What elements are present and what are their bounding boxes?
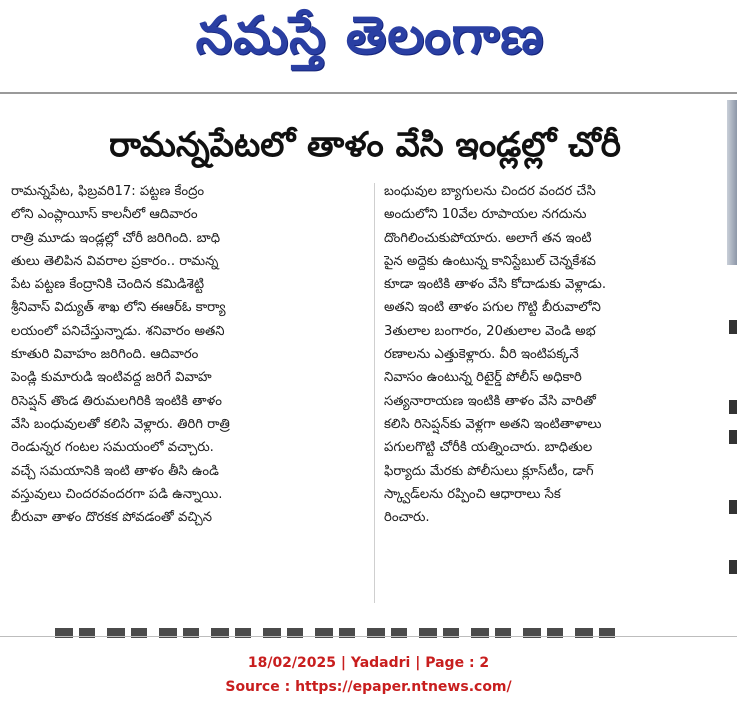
article-line: రామన్నపేట, ఫిబ్రవరి17: పట్టణ కేంద్రం — [11, 184, 205, 199]
article-line: వచ్చే సమయానికి ఇంటి తాళం తీసి ఉండి — [11, 463, 219, 479]
adjacent-text-edge — [729, 430, 737, 444]
adjacent-photo-edge — [727, 100, 737, 265]
adjacent-text-edge — [729, 320, 737, 334]
article-line: పేట పట్టణ కేంద్రానికి చెందిన కమిడిశెట్టి — [11, 277, 205, 293]
edition-info: 18/02/2025 | Yadadri | Page : 2 — [247, 655, 490, 671]
article-line: వస్తువులు చిందరవందరగా పడి ఉన్నాయి. — [11, 486, 223, 502]
article-headline: రామన్నపేటలో తాళం వేసి ఇండ్లల్లో చోరీ — [109, 125, 621, 165]
article-line: రెండున్నర గంటల సమయంలో వచ్చారు. — [11, 440, 214, 456]
masthead-divider — [0, 92, 737, 94]
article-line: లయంలో పనిచేస్తున్నాడు. శనివారం అతని — [11, 323, 225, 339]
article-line: పైన అద్దెకు ఉంటున్న కానిస్టేబుల్ చెన్నకేశవ — [384, 253, 596, 269]
column-divider — [374, 183, 375, 603]
article-line: దొంగిలించుకుపోయారు. అలాగే తన ఇంటి — [384, 230, 592, 246]
article-line: రణాలను ఎత్తుకెళ్లారు. వీరి ఇంటిపక్కనే — [384, 347, 579, 363]
article-column-left — [11, 180, 351, 529]
newspaper-logo: నమస్తే తెలంగాణ — [195, 5, 545, 66]
article-line: రించారు. — [384, 510, 430, 526]
article-line: బంధువుల బ్యాగులను చిందర వందర చేసి — [384, 184, 596, 199]
article-line: రాత్రి మూడు ఇండ్లల్లో చోరీ జరిగింది. బాధి — [11, 230, 221, 246]
article-line: కూడా ఇంటికి తాళం వేసి కోదాడుకు వెళ్లాడు. — [384, 277, 607, 293]
article-line: కలిసి రిసెప్షన్‌కు వెళ్లగా అతని ఇంటితాళాలు — [384, 416, 602, 432]
article-line: ఫిర్యాదు మేరకు పోలీసులు క్లూస్‌టీం, డాగ్ — [384, 463, 594, 479]
article-line: శ్రీనివాస్ విద్యుత్ శాఖ లోని ఈఆర్‌ఓ కార్యా — [11, 300, 226, 316]
article-column-right — [384, 180, 724, 529]
article-line: స్క్వాడ్‌లను రప్పించి ఆధారాలు సేక — [384, 486, 561, 502]
masthead — [0, 0, 737, 92]
article-line: అందులోని 10వేల రూపాయల నగదును — [384, 207, 587, 223]
article-line: లోని ఎంప్లాయీస్ కాలనీలో ఆదివారం — [11, 207, 198, 223]
adjacent-text-edge — [729, 500, 737, 514]
article-line: బీరువా తాళం దొరకక పోవడంతో వచ్చిన — [11, 510, 212, 526]
article-line: రిసెప్షన్ తొండ తిరుమలగిరికి ఇంటికి తాళం — [11, 393, 222, 409]
article-line: పెండ్లి కుమారుడి ఇంటివద్ద జరిగే వివాహ — [11, 370, 212, 386]
article-line: కూతురి వివాహం జరిగింది. ఆదివారం — [11, 347, 199, 363]
article-line: నివాసం ఉంటున్న రిటైర్డ్ పోలీస్ అధికారి — [384, 370, 582, 386]
adjacent-text-edge — [729, 400, 737, 414]
article-line: సత్యనారాయణ ఇంటికి తాళం వేసి వారితో — [384, 393, 596, 409]
adjacent-text-edge — [729, 560, 737, 574]
clipping-bottom-border — [0, 636, 737, 637]
article-line: పగులగొట్టి చోరీకి యత్నించారు. బాధితుల — [384, 440, 593, 456]
article-line: అతని ఇంటి తాళం పగుల గొట్టి బీరువాలోని — [384, 300, 601, 316]
article-line: తులు తెలిపిన వివరాల ప్రకారం.. రామన్న — [11, 253, 219, 269]
source-link[interactable]: Source : https://epaper.ntnews.com/ — [225, 679, 512, 695]
article-line: 3తులాల బంగారం, 20తులాల వెండి అభ — [384, 323, 596, 339]
article-line: వేసి బంధువులతో కలిసి వెళ్లారు. తిరిగి రాత్రి — [11, 416, 230, 432]
